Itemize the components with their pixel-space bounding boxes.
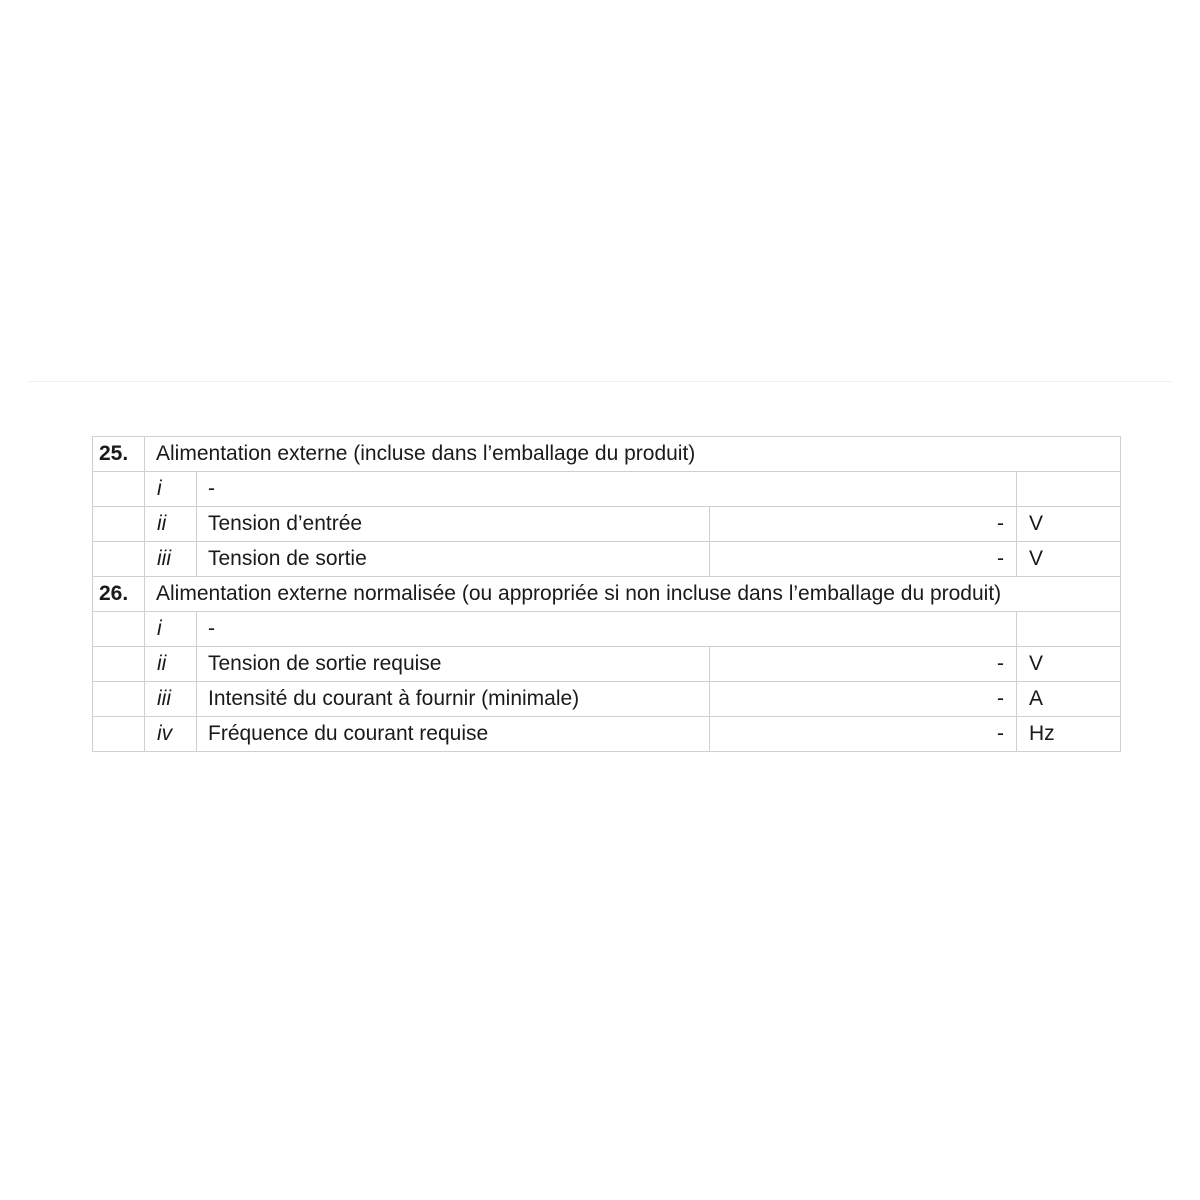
- section-header-row: [93, 577, 1121, 612]
- row-unit: [1017, 472, 1121, 507]
- row-index: i: [145, 472, 197, 507]
- row-index: ii: [145, 647, 197, 682]
- row-value: -: [710, 507, 1017, 542]
- table-row: [93, 542, 1121, 577]
- section-number-spacer: [93, 682, 145, 717]
- row-value: -: [710, 647, 1017, 682]
- power-supply-spec-table: [92, 436, 1121, 752]
- row-label: Tension d’entrée: [197, 507, 710, 542]
- section-header-row: [93, 437, 1121, 472]
- row-unit: V: [1017, 507, 1121, 542]
- section-number-spacer: [93, 612, 145, 647]
- table-row: [93, 717, 1121, 752]
- table-row: [93, 472, 1121, 507]
- row-value: -: [710, 542, 1017, 577]
- row-value: -: [710, 717, 1017, 752]
- row-value: -: [710, 682, 1017, 717]
- row-label: Tension de sortie requise: [197, 647, 710, 682]
- section-number-spacer: [93, 717, 145, 752]
- row-index: i: [145, 612, 197, 647]
- section-number: 25.: [93, 437, 145, 472]
- row-unit: A: [1017, 682, 1121, 717]
- row-index: iii: [145, 682, 197, 717]
- row-unit: Hz: [1017, 717, 1121, 752]
- row-index: ii: [145, 507, 197, 542]
- row-index: iv: [145, 717, 197, 752]
- row-unit: V: [1017, 542, 1121, 577]
- row-unit: V: [1017, 647, 1121, 682]
- section-title: Alimentation externe normalisée (ou appropriée si non incluse dans l’emballage du produit): [145, 577, 1121, 612]
- row-label: -: [197, 612, 1017, 647]
- row-label: -: [197, 472, 1017, 507]
- table-row: [93, 612, 1121, 647]
- section-number-spacer: [93, 507, 145, 542]
- row-label: Intensité du courant à fournir (minimale): [197, 682, 710, 717]
- row-label: Tension de sortie: [197, 542, 710, 577]
- section-number: 26.: [93, 577, 145, 612]
- section-number-spacer: [93, 472, 145, 507]
- table-row: [93, 682, 1121, 717]
- section-number-spacer: [93, 647, 145, 682]
- section-number-spacer: [93, 542, 145, 577]
- page-divider: [28, 381, 1172, 382]
- row-index: iii: [145, 542, 197, 577]
- section-title: Alimentation externe (incluse dans l’emballage du produit): [145, 437, 1121, 472]
- row-label: Fréquence du courant requise: [197, 717, 710, 752]
- table-row: [93, 647, 1121, 682]
- table-row: [93, 507, 1121, 542]
- row-unit: [1017, 612, 1121, 647]
